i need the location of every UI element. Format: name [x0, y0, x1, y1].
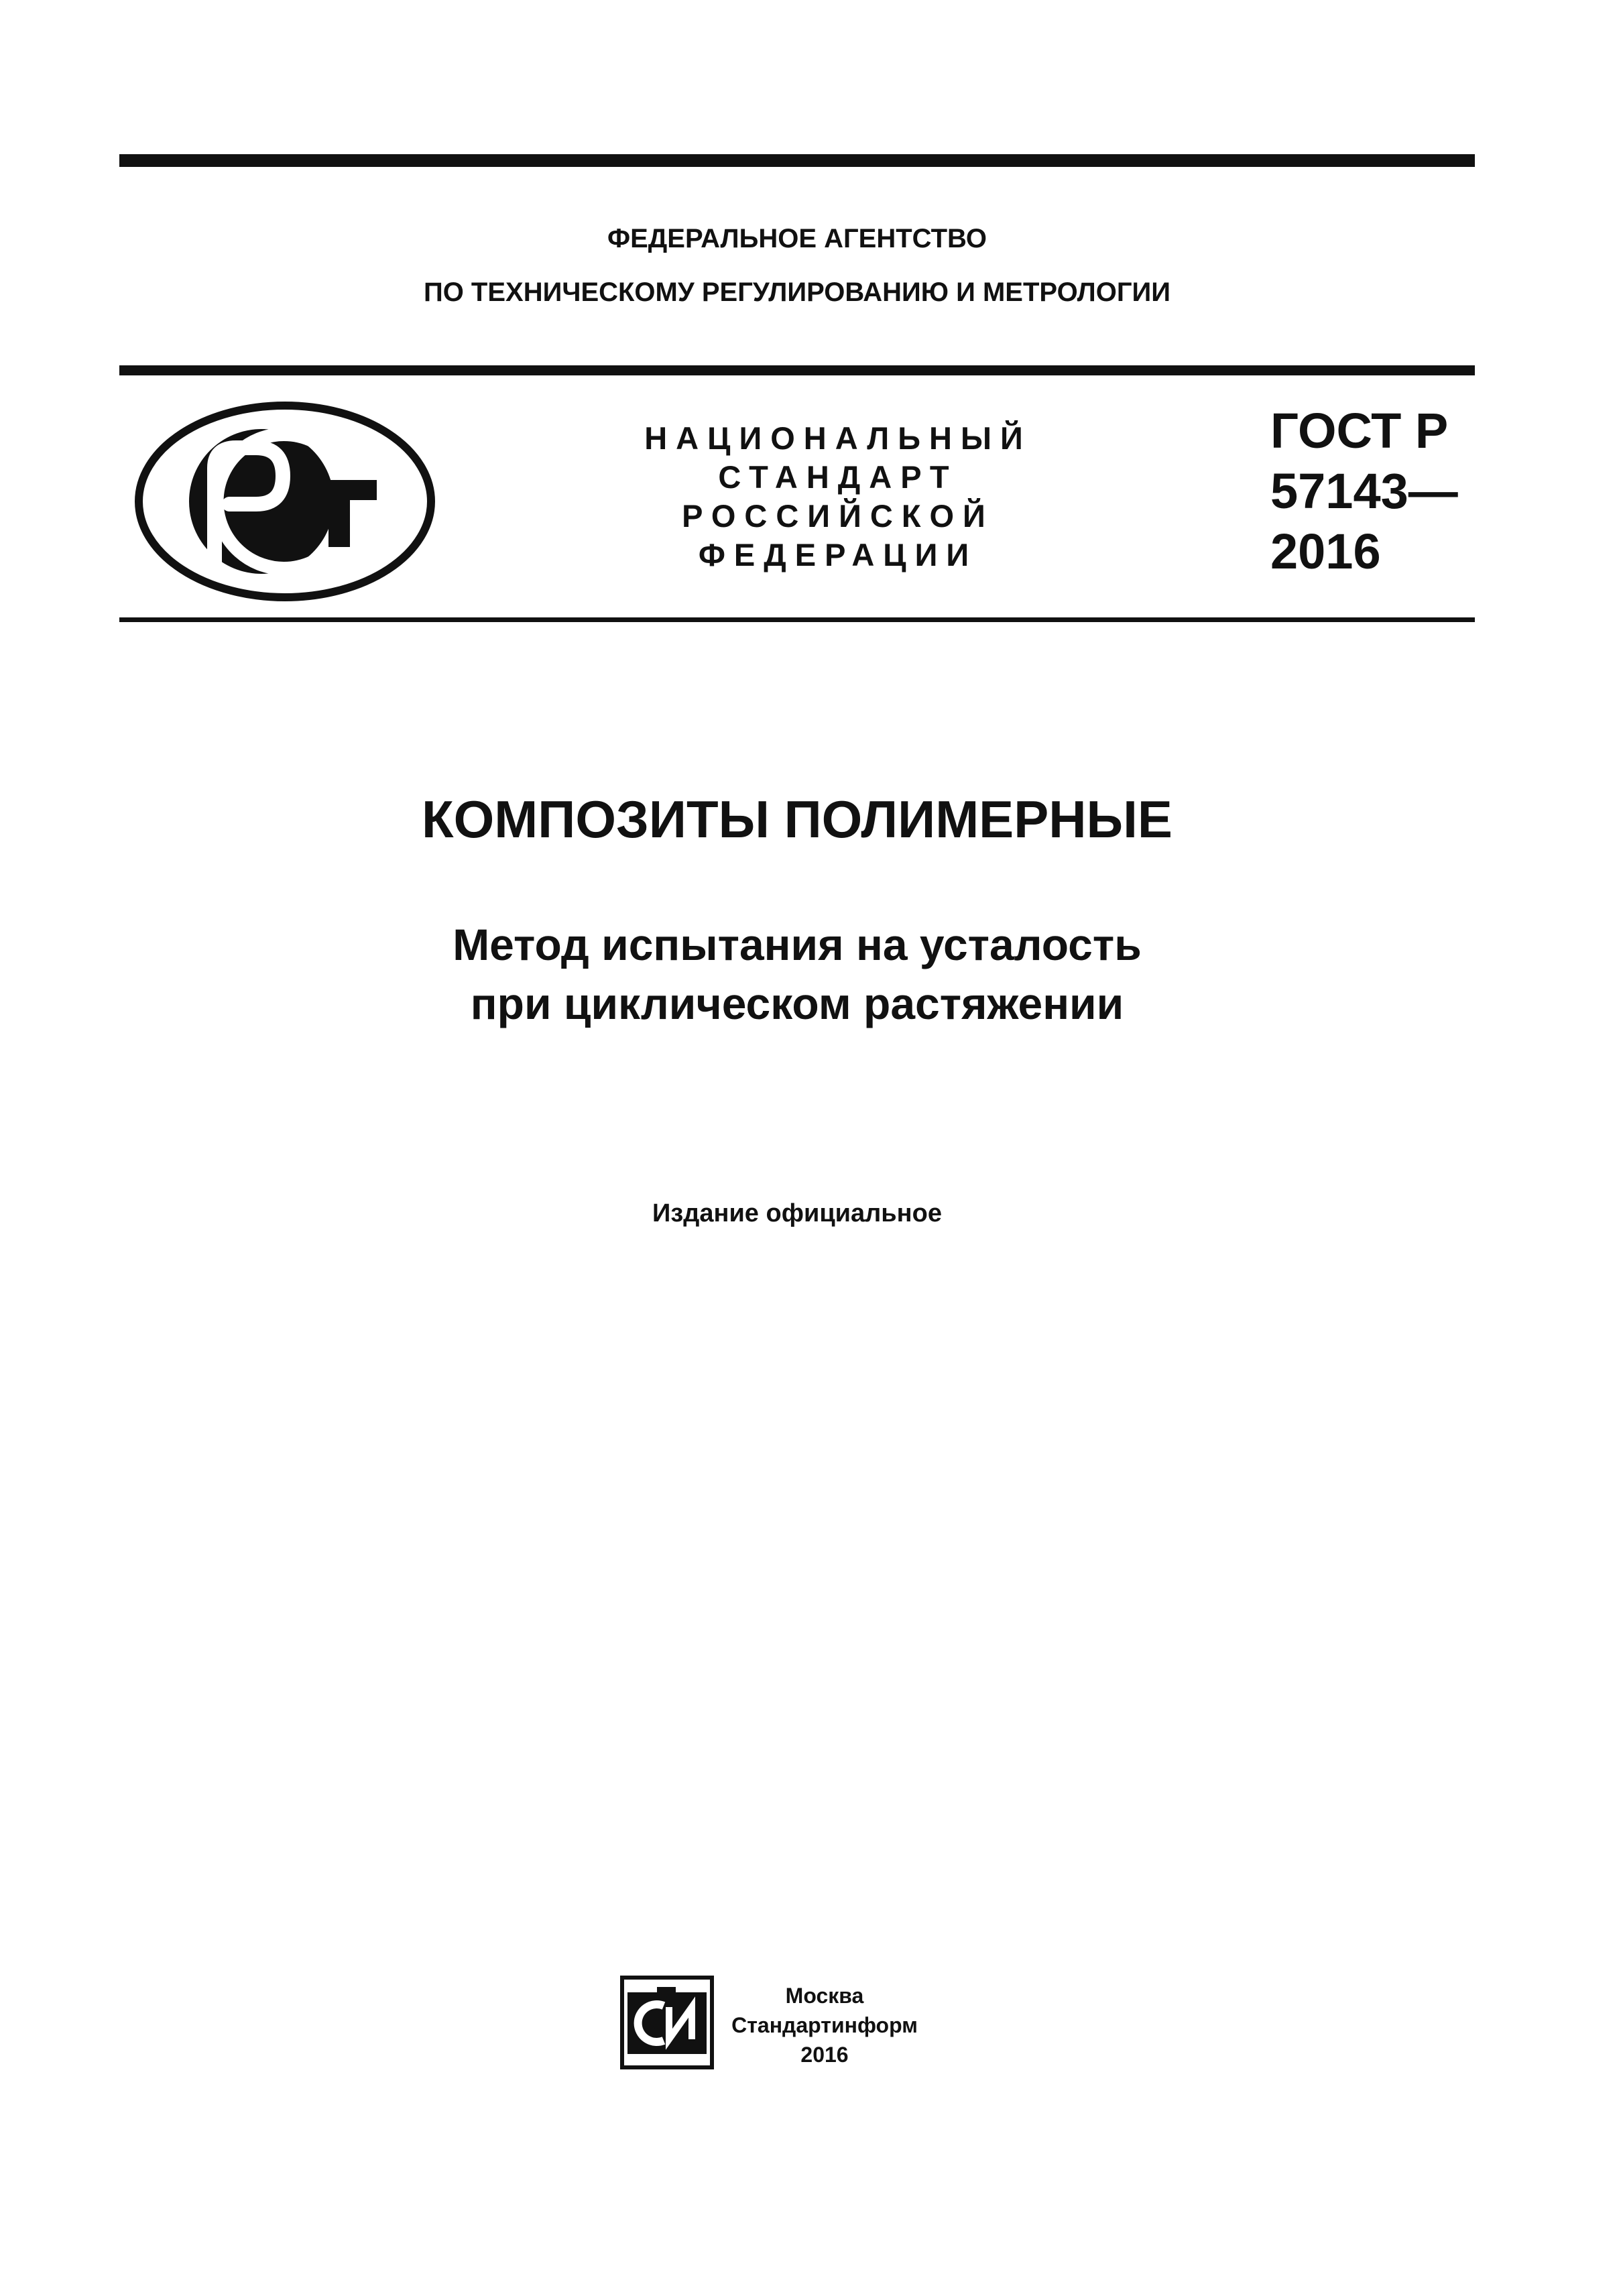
- lower-rule: [119, 617, 1475, 622]
- publisher-name: Стандартинформ: [731, 2013, 918, 2037]
- agency-line-1: ФЕДЕРАЛЬНОЕ АГЕНТСТВО: [607, 224, 987, 253]
- publisher-year: 2016: [800, 2043, 849, 2067]
- publisher-imprint: [724, 1981, 925, 2069]
- middle-rule: [119, 365, 1475, 375]
- edition-note: Издание официальное: [652, 1199, 942, 1227]
- standartinform-logo-icon: [617, 1972, 717, 2073]
- publisher-city: Москва: [785, 1984, 864, 2008]
- designation-line-3: 2016: [1270, 524, 1381, 579]
- national-standard-line-3: РОССИЙСКОЙ: [682, 498, 994, 534]
- rst-logo-icon: [134, 401, 436, 602]
- designation-line-2: 57143—: [1270, 463, 1458, 519]
- subtitle-line-1: Метод испытания на усталость: [453, 920, 1142, 969]
- national-standard-line-1: НАЦИОНАЛЬНЫЙ: [644, 420, 1032, 456]
- national-standard-line-2: СТАНДАРТ: [718, 459, 958, 495]
- designation-line-1: ГОСТ Р: [1270, 403, 1449, 459]
- national-standard-label: [523, 419, 1153, 575]
- national-standard-line-4: ФЕДЕРАЦИИ: [698, 537, 978, 572]
- top-rule: [119, 154, 1475, 167]
- agency-header: [119, 212, 1475, 319]
- agency-line-2: ПО ТЕХНИЧЕСКОМУ РЕГУЛИРОВАНИЮ И МЕТРОЛОГИИ: [423, 278, 1171, 307]
- subtitle-line-2: при циклическом растяжении: [470, 979, 1124, 1028]
- document-title: КОМПОЗИТЫ ПОЛИМЕРНЫЕ: [422, 790, 1173, 849]
- standard-designation: [1270, 401, 1458, 582]
- document-subtitle: [119, 915, 1475, 1033]
